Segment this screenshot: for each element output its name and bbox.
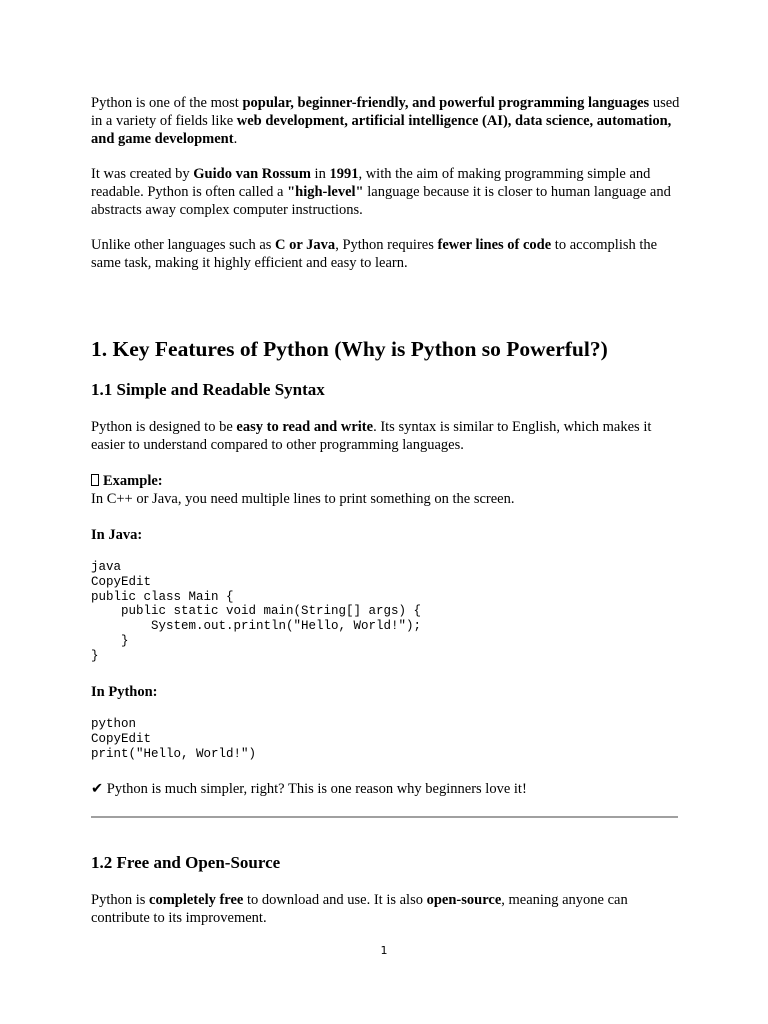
syntax-paragraph: Python is designed to be easy to read and write. Its syntax is similar to English, which makes it easier to understand compared to other programming languages. <box>91 419 652 453</box>
horizontal-rule <box>91 816 678 818</box>
open-source-paragraph: Python is completely free to download and use. It is also open-source, meaning anyone can contribute to its improvement. <box>91 892 628 926</box>
subsection-heading-1-2: 1.2 Free and Open-Source <box>91 853 281 872</box>
intro-paragraph-3: Unlike other languages such as C or Java, Python requires fewer lines of code to accomplish the same task, making it highly efficient and easy to learn. <box>91 237 658 271</box>
python-label: In Python: <box>91 684 158 700</box>
subsection-heading-1-1: 1.1 Simple and Readable Syntax <box>91 380 325 399</box>
example-label: Example: <box>103 473 163 489</box>
example-text: In C++ or Java, you need multiple lines to print something on the screen. <box>91 491 515 507</box>
section-heading: 1. Key Features of Python (Why is Python so Powerful?) <box>91 337 608 361</box>
intro-paragraph-1: Python is one of the most popular, beginner-friendly, and powerful programming languages used in a variety of fields like web development, artificial intelligence (AI), data science, automation, and game development. <box>91 95 680 147</box>
java-label: In Java: <box>91 527 143 543</box>
java-code-block: java CopyEdit public class Main { public static void main(String[] args) { System.out.println("Hello, World!"); } } <box>91 560 422 663</box>
example-block <box>91 472 681 508</box>
missing-glyph-icon <box>91 474 99 486</box>
conclusion-line: ✔ Python is much simpler, right? This is one reason why beginners love it! <box>91 781 527 797</box>
page-number: 1 <box>380 944 388 957</box>
intro-paragraph-2: It was created by Guido van Rossum in 1991, with the aim of making programming simple and readable. Python is often called a "high-level" language because it is closer to human language and abstracts away complex computer instructions. <box>91 166 671 218</box>
python-code-block: python CopyEdit print("Hello, World!") <box>91 717 257 761</box>
